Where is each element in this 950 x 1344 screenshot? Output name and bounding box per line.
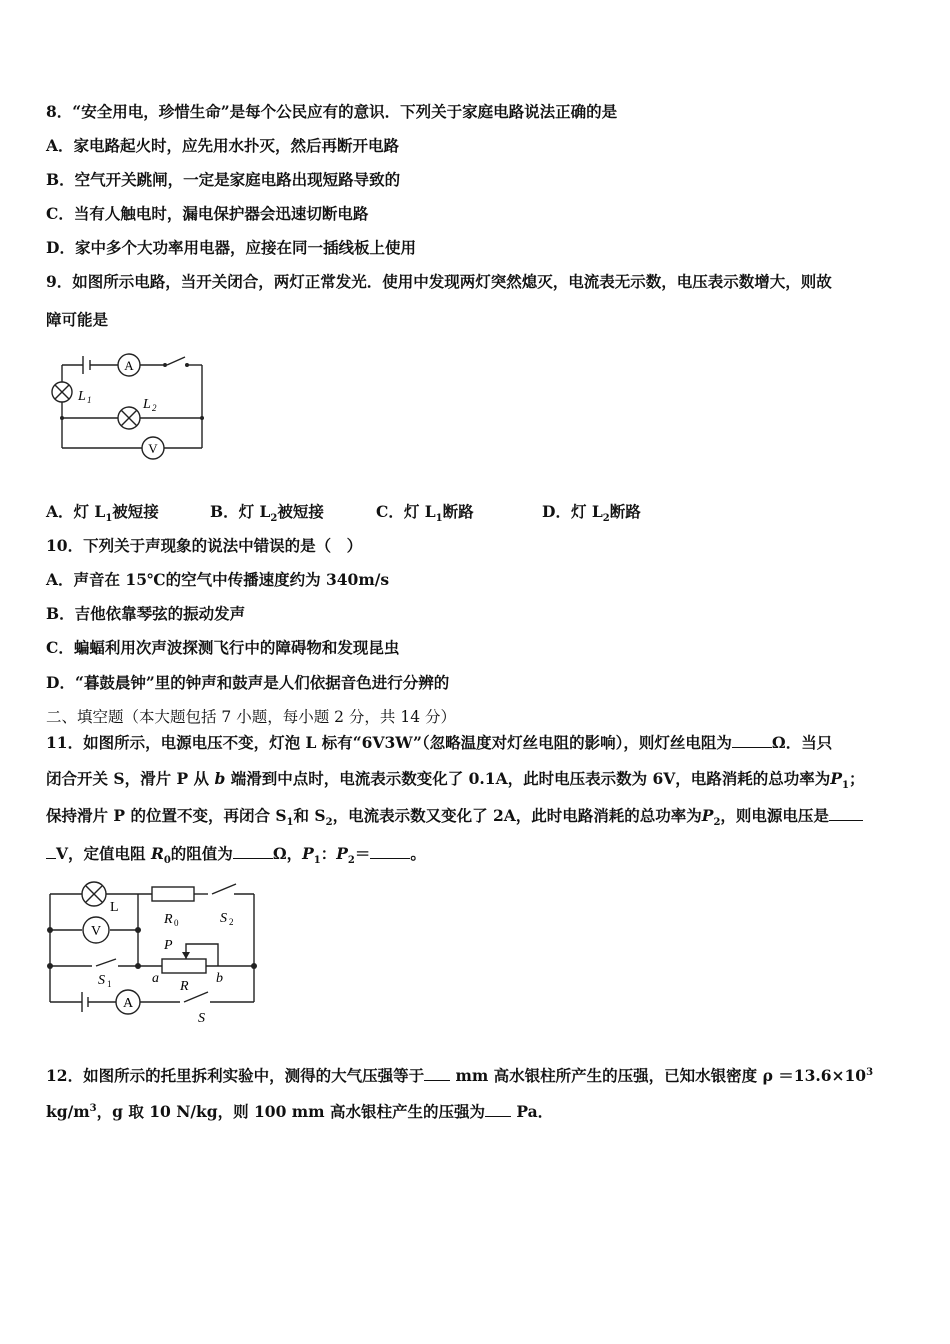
q11-s1-label: S [98, 973, 105, 988]
q11-blank-r0[interactable] [233, 844, 273, 859]
q9-stem-line2: 障可能是 [46, 310, 109, 329]
q12-blank-mm[interactable] [424, 1066, 450, 1081]
q11-voltmeter-label: V [90, 924, 102, 939]
q9-option-c: C．灯 $L_1$断路 [376, 502, 474, 525]
q11-s-label: S [198, 1011, 205, 1026]
q8-option-a: A．家电路起火时，应先用水扑灭，然后再断开电路 [46, 136, 400, 155]
q9-lamp1-sub: 1 [87, 395, 92, 405]
q9-options [46, 502, 641, 529]
q10-option-b: B．吉他依靠琴弦的振动发声 [46, 604, 246, 623]
q10-stem: 10．下列关于声现象的说法中错误的是（ ） [46, 536, 363, 555]
q11-blank-ratio[interactable] [370, 844, 410, 859]
section2-title: 二、填空题（本大题包括 7 小题，每小题 2 分，共 14 分） [46, 708, 457, 726]
q11-r0-sub: 0 [174, 918, 179, 928]
q11-line2: 闭合开关 S，滑片 P 从 b 端滑到中点时，电流表示数变化了 0.1A，此时电压表示数为 6V，电路消耗的总功率为$P_1$； [46, 769, 865, 792]
q11-rheostat-label: R [180, 979, 189, 994]
q11-line3: 保持滑片 P 的位置不变，再闭合 $S_1$和 $S_2$，电流表示数又变化了 2A，此时电路消耗的总功率为$P_2$，则电源电压是 [46, 806, 863, 833]
q11-slider-label: P [164, 938, 173, 953]
q9-ammeter-label: A [124, 358, 134, 373]
q11-line1: 11．如图所示，电源电压不变，灯泡 L 标有“6V3W”（忽略温度对灯丝电阻的影响），则灯丝电阻为 Ω．当只 [46, 733, 833, 752]
q9-lamp2-sub: 2 [152, 403, 157, 413]
q9-stem-line1: 9．如图所示电路，当开关闭合，两灯正常发光．使用中发现两灯突然熄灭，电流表无示数，电压表示数增大，则故 [46, 272, 832, 291]
q10-option-d: D．“暮鼓晨钟”里的钟声和鼓声是人们依据音色进行分辨的 [46, 673, 450, 692]
q10-option-a: A．声音在 15℃的空气中传播速度约为 340m/s [46, 570, 390, 589]
q9-voltmeter-label: V [148, 441, 158, 456]
q12-blank-pa[interactable] [485, 1102, 511, 1117]
q12-line2: $kg/m^3$，g 取 10 N/kg，则 100 mm 高水银柱产生的压强为 Pa． [46, 1102, 554, 1122]
q11-s1-sub: 1 [107, 979, 112, 989]
q12-line1: 12．如图所示的托里拆利实验中，测得的大气压强等于 mm 高水银柱所产生的压强，已知水银密度 $\rho =13.6\times 10^3$ [46, 1066, 874, 1086]
q9-circuit-diagram [45, 345, 215, 465]
q10-option-c: C．蝙蝠利用次声波探测飞行中的障碍物和发现昆虫 [46, 638, 400, 657]
q8-stem: 8．“安全用电，珍惜生命”是每个公民应有的意识．下列关于家庭电路说法正确的是 [46, 102, 618, 121]
q11-blank-voltage-b[interactable] [46, 844, 56, 859]
q9-lamp1-label: L [78, 389, 86, 404]
q9-option-b: B．灯 $L_2$被短接 [210, 502, 324, 525]
q11-s2-label: S [220, 911, 227, 926]
q8-option-b: B．空气开关跳闸，一定是家庭电路出现短路导致的 [46, 170, 401, 189]
q9-option-a: A．灯 $L_1$被短接 [46, 502, 159, 525]
q11-r0-label: R [164, 912, 173, 927]
q11-blank-resistance[interactable] [732, 733, 772, 748]
q11-circuit-diagram [40, 878, 260, 1028]
q9-lamp2-label: L [143, 397, 151, 412]
q8-option-c: C．当有人触电时，漏电保护器会迅速切断电路 [46, 204, 369, 223]
q11-end-b-label: b [216, 971, 223, 986]
q11-line4: V，定值电阻 $R_0$的阻值为 Ω，$P_1$：$P_2=$ 。 [46, 844, 426, 871]
q11-end-a-label: a [152, 971, 159, 986]
q9-option-d: D．灯 $L_2$断路 [542, 502, 641, 525]
q11-blank-voltage-a[interactable] [829, 806, 863, 821]
q11-s2-sub: 2 [229, 917, 234, 927]
q11-ammeter-label: A [122, 996, 134, 1011]
q8-option-d: D．家中多个大功率用电器，应接在同一插线板上使用 [46, 238, 416, 257]
q11-lamp-label: L [110, 900, 119, 915]
